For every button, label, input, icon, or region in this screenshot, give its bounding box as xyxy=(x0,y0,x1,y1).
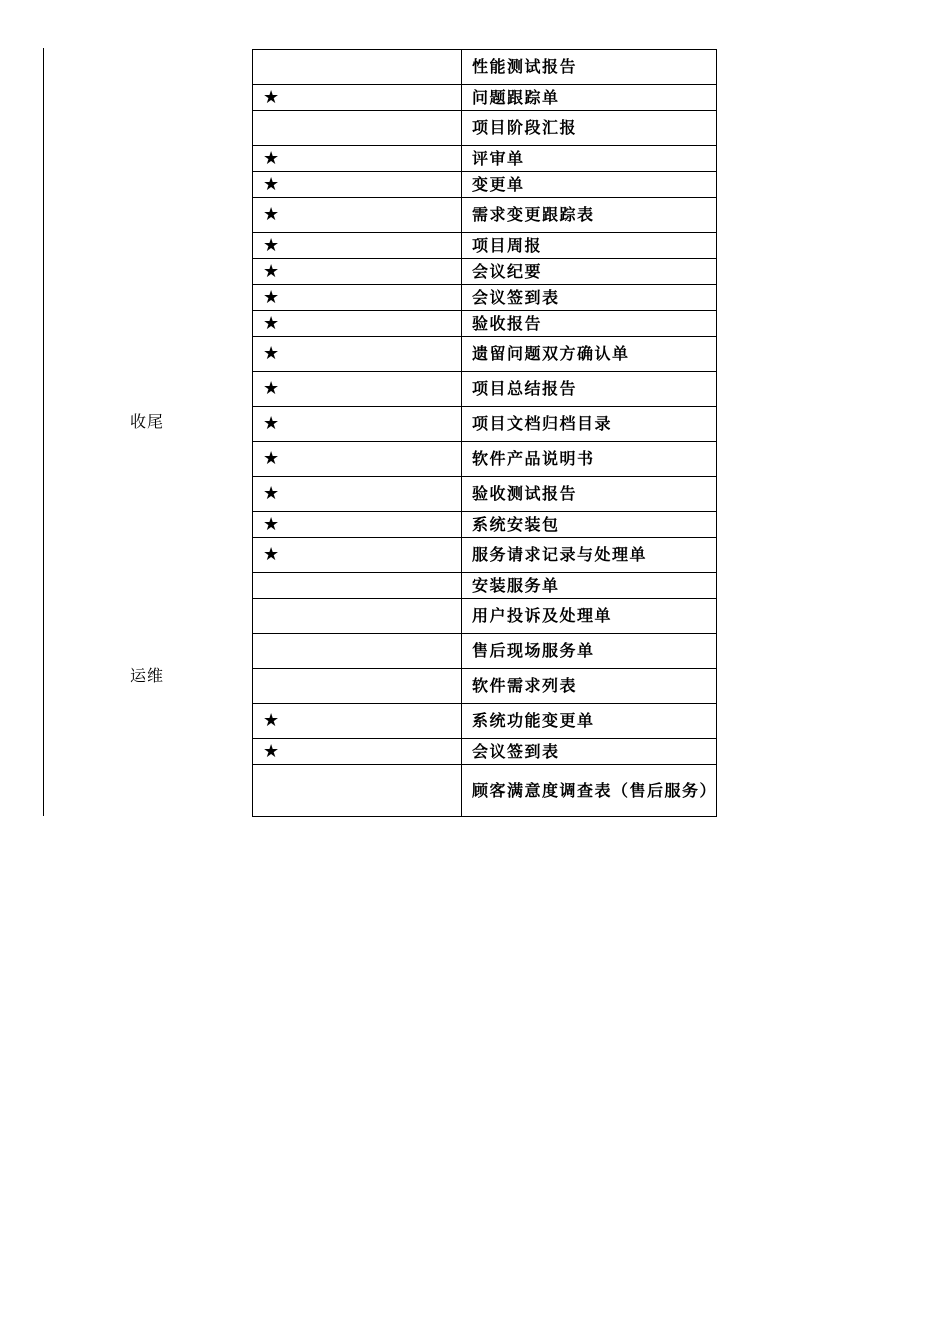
document-name-cell: 变更单 xyxy=(462,172,717,198)
table-row xyxy=(253,311,717,337)
required-mark-cell xyxy=(253,85,462,111)
star-icon: ★ xyxy=(263,204,280,225)
document-name-cell: 项目周报 xyxy=(462,233,717,259)
phase-label-closing: 收尾 xyxy=(130,412,165,431)
document-name-cell: 软件需求列表 xyxy=(462,669,717,704)
document-name-cell: 售后现场服务单 xyxy=(462,634,717,669)
required-mark-cell xyxy=(253,538,462,573)
star-icon: ★ xyxy=(263,286,280,308)
required-mark-cell xyxy=(253,669,462,704)
required-mark-cell xyxy=(253,512,462,538)
document-name-cell: 用户投诉及处理单 xyxy=(462,599,717,634)
table-row xyxy=(253,407,717,442)
star-icon: ★ xyxy=(263,740,280,762)
document-name-cell: 安装服务单 xyxy=(462,573,717,599)
required-mark-cell xyxy=(253,233,462,259)
table-row xyxy=(253,512,717,538)
document-name-cell: 服务请求记录与处理单 xyxy=(462,538,717,573)
required-mark-cell xyxy=(253,407,462,442)
table-row xyxy=(253,477,717,512)
table-row xyxy=(253,172,717,198)
table-row xyxy=(253,233,717,259)
table-row xyxy=(253,50,717,85)
table-row xyxy=(253,259,717,285)
required-mark-cell xyxy=(253,337,462,372)
table-row xyxy=(253,372,717,407)
table-row xyxy=(253,634,717,669)
table-row xyxy=(253,669,717,704)
table-row xyxy=(253,599,717,634)
document-name-cell: 评审单 xyxy=(462,146,717,172)
table-row xyxy=(253,739,717,765)
star-icon: ★ xyxy=(263,483,280,504)
required-mark-cell xyxy=(253,172,462,198)
star-icon: ★ xyxy=(263,86,280,108)
required-mark-cell xyxy=(253,146,462,172)
required-mark-cell xyxy=(253,311,462,337)
document-name-cell: 项目文档归档目录 xyxy=(462,407,717,442)
star-icon: ★ xyxy=(263,260,280,282)
required-mark-cell xyxy=(253,372,462,407)
left-border-line xyxy=(43,48,44,816)
star-icon: ★ xyxy=(263,413,280,434)
table-row xyxy=(253,198,717,233)
document-name-cell: 系统安装包 xyxy=(462,512,717,538)
document-name-cell: 需求变更跟踪表 xyxy=(462,198,717,233)
deliverables-table xyxy=(252,49,717,817)
star-icon: ★ xyxy=(263,448,280,469)
star-icon: ★ xyxy=(263,312,280,334)
star-icon: ★ xyxy=(263,710,280,731)
star-icon: ★ xyxy=(263,234,280,256)
required-mark-cell xyxy=(253,442,462,477)
table-row xyxy=(253,573,717,599)
required-mark-cell xyxy=(253,634,462,669)
table-row xyxy=(253,337,717,372)
star-icon: ★ xyxy=(263,173,280,195)
required-mark-cell xyxy=(253,765,462,817)
table-row xyxy=(253,704,717,739)
required-mark-cell xyxy=(253,259,462,285)
document-name-cell: 验收报告 xyxy=(462,311,717,337)
document-name-cell: 系统功能变更单 xyxy=(462,704,717,739)
document-name-cell: 顾客满意度调查表（售后服务） xyxy=(462,765,717,817)
document-name-cell: 会议签到表 xyxy=(462,285,717,311)
table-row xyxy=(253,146,717,172)
star-icon: ★ xyxy=(263,378,280,399)
star-icon: ★ xyxy=(263,343,280,364)
required-mark-cell xyxy=(253,477,462,512)
document-name-cell: 验收测试报告 xyxy=(462,477,717,512)
document-name-cell: 遗留问题双方确认单 xyxy=(462,337,717,372)
document-name-cell: 软件产品说明书 xyxy=(462,442,717,477)
document-name-cell: 会议签到表 xyxy=(462,739,717,765)
document-name-cell: 性能测试报告 xyxy=(462,50,717,85)
table-row xyxy=(253,111,717,146)
document-name-cell: 会议纪要 xyxy=(462,259,717,285)
required-mark-cell xyxy=(253,573,462,599)
required-mark-cell xyxy=(253,739,462,765)
required-mark-cell xyxy=(253,111,462,146)
deliverables-table-body xyxy=(253,50,717,817)
phase-label-operations: 运维 xyxy=(130,666,165,685)
required-mark-cell xyxy=(253,285,462,311)
table-row xyxy=(253,285,717,311)
document-name-cell: 项目总结报告 xyxy=(462,372,717,407)
document-name-cell: 问题跟踪单 xyxy=(462,85,717,111)
required-mark-cell xyxy=(253,704,462,739)
required-mark-cell xyxy=(253,599,462,634)
table-row xyxy=(253,442,717,477)
document-name-cell: 项目阶段汇报 xyxy=(462,111,717,146)
star-icon: ★ xyxy=(263,544,280,565)
star-icon: ★ xyxy=(263,513,280,535)
table-row xyxy=(253,85,717,111)
star-icon: ★ xyxy=(263,147,280,169)
table-row xyxy=(253,538,717,573)
required-mark-cell xyxy=(253,50,462,85)
required-mark-cell xyxy=(253,198,462,233)
table-row xyxy=(253,765,717,817)
